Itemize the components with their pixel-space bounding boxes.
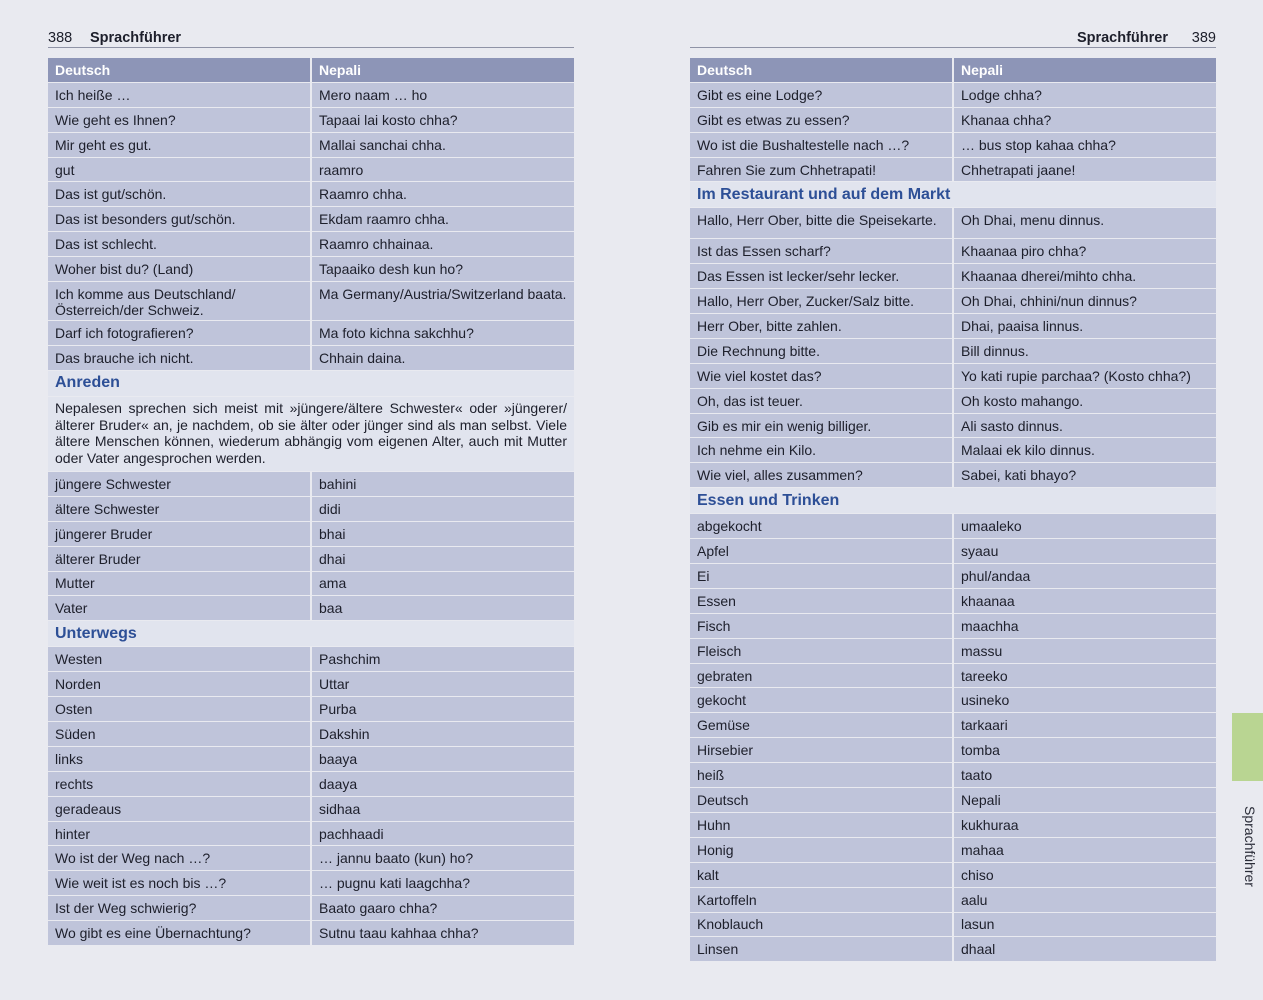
table-row xyxy=(690,713,1216,737)
page-header xyxy=(690,0,1216,48)
table-row xyxy=(690,208,1216,238)
table-row xyxy=(690,83,1216,107)
table-row xyxy=(690,414,1216,438)
table-row xyxy=(48,472,574,496)
nepali-phrase: daaya xyxy=(310,772,574,796)
table-row xyxy=(690,289,1216,313)
german-phrase: Fisch xyxy=(690,614,952,638)
german-phrase: Knoblauch xyxy=(690,913,952,937)
column-header-nepali: Nepali xyxy=(310,58,574,82)
nepali-phrase: Uttar xyxy=(310,672,574,696)
table-row xyxy=(690,389,1216,413)
nepali-phrase: umaaleko xyxy=(952,514,1216,538)
nepali-phrase: Ekdam raamro chha. xyxy=(310,207,574,231)
section-heading-row xyxy=(690,182,1216,207)
nepali-phrase: tareeko xyxy=(952,664,1216,688)
nepali-phrase: mahaa xyxy=(952,838,1216,862)
table-row xyxy=(690,763,1216,787)
german-phrase: Gibt es etwas zu essen? xyxy=(690,108,952,132)
german-phrase: Essen xyxy=(690,589,952,613)
nepali-phrase: kukhuraa xyxy=(952,813,1216,837)
nepali-phrase: bhai xyxy=(310,522,574,546)
german-phrase: Süden xyxy=(48,722,310,746)
nepali-phrase: Raamro chha. xyxy=(310,182,574,206)
table-row xyxy=(48,596,574,620)
table-row xyxy=(690,364,1216,388)
nepali-phrase: usineko xyxy=(952,688,1216,712)
nepali-phrase: maachha xyxy=(952,614,1216,638)
section-note: Nepalesen sprechen sich meist mit »jüngere/ältere Schwester« oder »jüngerer/älterer Bruder« an, je nachdem, ob sie älter oder jünger sind als man selbst. Viele ältere Menschen können, wiederum abhängig vom eigenen Alter, auch mit Mutter oder Vater angesprochen werden. xyxy=(48,397,574,471)
german-phrase: Gibt es eine Lodge? xyxy=(690,83,952,107)
section-heading: Essen und Trinken xyxy=(690,488,1216,513)
section-note-row xyxy=(48,397,574,471)
table-row xyxy=(48,158,574,182)
table-row xyxy=(48,747,574,771)
nepali-phrase: … pugnu kati laagchha? xyxy=(310,871,574,895)
german-phrase: Das ist gut/schön. xyxy=(48,182,310,206)
table-row xyxy=(48,207,574,231)
nepali-phrase: Malaai ek kilo dinnus. xyxy=(952,438,1216,462)
table-row xyxy=(690,688,1216,712)
german-phrase: heiß xyxy=(690,763,952,787)
table-row xyxy=(48,797,574,821)
nepali-phrase: pachhaadi xyxy=(310,822,574,846)
german-phrase: hinter xyxy=(48,822,310,846)
german-phrase: Ich heiße … xyxy=(48,83,310,107)
table-row xyxy=(48,921,574,945)
nepali-phrase: Pashchim xyxy=(310,647,574,671)
section-heading: Anreden xyxy=(48,371,574,396)
thumb-index-label: Sprachführer xyxy=(1242,806,1258,887)
table-row xyxy=(690,438,1216,462)
german-phrase: Herr Ober, bitte zahlen. xyxy=(690,314,952,338)
column-header-deutsch: Deutsch xyxy=(690,58,952,82)
german-phrase: Oh, das ist teuer. xyxy=(690,389,952,413)
german-phrase: Huhn xyxy=(690,813,952,837)
nepali-phrase: Raamro chhainaa. xyxy=(310,232,574,256)
table-row xyxy=(690,264,1216,288)
page-header xyxy=(48,0,574,48)
german-phrase: Ist das Essen scharf? xyxy=(690,239,952,263)
table-row xyxy=(690,639,1216,663)
page-number: 388 xyxy=(48,30,73,46)
nepali-phrase: chiso xyxy=(952,863,1216,887)
nepali-phrase: Mero naam … ho xyxy=(310,83,574,107)
german-phrase: Wie viel kostet das? xyxy=(690,364,952,388)
left-page xyxy=(48,0,574,942)
nepali-phrase: Chhetrapati jaane! xyxy=(952,158,1216,182)
german-phrase: Das ist schlecht. xyxy=(48,232,310,256)
nepali-phrase: bahini xyxy=(310,472,574,496)
section-heading-row xyxy=(48,621,574,646)
nepali-phrase: Ma Germany/Austria/Switzerland baata. xyxy=(310,282,574,320)
nepali-phrase: baaya xyxy=(310,747,574,771)
table-row xyxy=(48,497,574,521)
table-row xyxy=(690,664,1216,688)
german-phrase: Woher bist du? (Land) xyxy=(48,257,310,281)
nepali-phrase: didi xyxy=(310,497,574,521)
nepali-phrase: Oh kosto mahango. xyxy=(952,389,1216,413)
table-row xyxy=(48,282,574,320)
column-header-deutsch: Deutsch xyxy=(48,58,310,82)
table-row xyxy=(48,822,574,846)
german-phrase: rechts xyxy=(48,772,310,796)
nepali-phrase: lasun xyxy=(952,913,1216,937)
table-row xyxy=(690,339,1216,363)
table-row xyxy=(48,346,574,370)
thumb-index-tab xyxy=(1232,713,1263,781)
german-phrase: Das Essen ist lecker/sehr lecker. xyxy=(690,264,952,288)
nepali-phrase: baa xyxy=(310,596,574,620)
page-number: 389 xyxy=(1191,30,1216,46)
german-phrase: Wie viel, alles zusammen? xyxy=(690,463,952,487)
table-row xyxy=(690,589,1216,613)
nepali-phrase: Dhai, paaisa linnus. xyxy=(952,314,1216,338)
german-phrase: Das brauche ich nicht. xyxy=(48,346,310,370)
german-phrase: kalt xyxy=(690,863,952,887)
table-row xyxy=(48,846,574,870)
nepali-phrase: dhai xyxy=(310,547,574,571)
table-row xyxy=(690,937,1216,961)
nepali-phrase: khaanaa xyxy=(952,589,1216,613)
table-row xyxy=(690,863,1216,887)
nepali-phrase: raamro xyxy=(310,158,574,182)
table-row xyxy=(48,672,574,696)
table-row xyxy=(690,463,1216,487)
german-phrase: Wie geht es Ihnen? xyxy=(48,108,310,132)
nepali-phrase: syaau xyxy=(952,539,1216,563)
table-row xyxy=(690,539,1216,563)
nepali-phrase: Sutnu taau kahhaa chha? xyxy=(310,921,574,945)
table-row xyxy=(48,772,574,796)
german-phrase: Osten xyxy=(48,697,310,721)
german-phrase: abgekocht xyxy=(690,514,952,538)
nepali-phrase: Chhain daina. xyxy=(310,346,574,370)
german-phrase: Das ist besonders gut/schön. xyxy=(48,207,310,231)
table-row xyxy=(690,133,1216,157)
nepali-phrase: Ali sasto dinnus. xyxy=(952,414,1216,438)
nepali-phrase: tarkaari xyxy=(952,713,1216,737)
german-phrase: Deutsch xyxy=(690,788,952,812)
table-row xyxy=(690,564,1216,588)
german-phrase: Darf ich fotografieren? xyxy=(48,321,310,345)
german-phrase: Die Rechnung bitte. xyxy=(690,339,952,363)
table-row xyxy=(690,514,1216,538)
table-row xyxy=(48,547,574,571)
german-phrase: Hallo, Herr Ober, bitte die Speisekarte. xyxy=(690,208,952,238)
german-phrase: gebraten xyxy=(690,664,952,688)
nepali-phrase: ama xyxy=(310,572,574,596)
nepali-phrase: Baato gaaro chha? xyxy=(310,896,574,920)
german-phrase: Wie weit ist es noch bis …? xyxy=(48,871,310,895)
nepali-phrase: Sabei, kati bhayo? xyxy=(952,463,1216,487)
german-phrase: Wo ist der Weg nach …? xyxy=(48,846,310,870)
table-row xyxy=(690,838,1216,862)
running-title: Sprachführer xyxy=(90,30,182,46)
german-phrase: Apfel xyxy=(690,539,952,563)
german-phrase: Mir geht es gut. xyxy=(48,133,310,157)
nepali-phrase: dhaal xyxy=(952,937,1216,961)
section-heading: Unterwegs xyxy=(48,621,574,646)
nepali-phrase: Oh Dhai, chhini/nun dinnus? xyxy=(952,289,1216,313)
german-phrase: Vater xyxy=(48,596,310,620)
table-row xyxy=(48,108,574,132)
german-phrase: Norden xyxy=(48,672,310,696)
table-row xyxy=(690,108,1216,132)
nepali-phrase: massu xyxy=(952,639,1216,663)
german-phrase: Mutter xyxy=(48,572,310,596)
table-row xyxy=(48,133,574,157)
table-row xyxy=(48,572,574,596)
nepali-phrase: sidhaa xyxy=(310,797,574,821)
nepali-phrase: Yo kati rupie parchaa? (Kosto chha?) xyxy=(952,364,1216,388)
table-row xyxy=(48,321,574,345)
table-row xyxy=(48,722,574,746)
table-row xyxy=(690,888,1216,912)
german-phrase: gut xyxy=(48,158,310,182)
section-heading-row xyxy=(690,488,1216,513)
german-phrase: Ich komme aus Deutschland/Österreich/der Schweiz. xyxy=(48,282,310,320)
nepali-phrase: … jannu baato (kun) ho? xyxy=(310,846,574,870)
section-heading: Im Restaurant und auf dem Markt xyxy=(690,182,1216,207)
table-row xyxy=(48,896,574,920)
table-row xyxy=(48,522,574,546)
german-phrase: Fahren Sie zum Chhetrapati! xyxy=(690,158,952,182)
nepali-phrase: Purba xyxy=(310,697,574,721)
german-phrase: Ist der Weg schwierig? xyxy=(48,896,310,920)
table-row xyxy=(48,83,574,107)
nepali-phrase: Nepali xyxy=(952,788,1216,812)
german-phrase: Linsen xyxy=(690,937,952,961)
table-row xyxy=(48,257,574,281)
section-heading-row xyxy=(48,371,574,396)
table-row xyxy=(690,738,1216,762)
table-row xyxy=(48,871,574,895)
german-phrase: Westen xyxy=(48,647,310,671)
german-phrase: Gemüse xyxy=(690,713,952,737)
table-row xyxy=(48,182,574,206)
german-phrase: Ich nehme ein Kilo. xyxy=(690,438,952,462)
nepali-phrase: Khanaa chha? xyxy=(952,108,1216,132)
nepali-phrase: Mallai sanchai chha. xyxy=(310,133,574,157)
table-row xyxy=(48,697,574,721)
table-row xyxy=(690,813,1216,837)
german-phrase: Kartoffeln xyxy=(690,888,952,912)
nepali-phrase: Khaanaa dherei/mihto chha. xyxy=(952,264,1216,288)
nepali-phrase: Lodge chha? xyxy=(952,83,1216,107)
table-row xyxy=(690,614,1216,638)
running-title: Sprachführer xyxy=(1076,30,1168,46)
table-row xyxy=(48,232,574,256)
table-header-row xyxy=(690,58,1216,82)
german-phrase: jüngerer Bruder xyxy=(48,522,310,546)
german-phrase: links xyxy=(48,747,310,771)
nepali-phrase: Bill dinnus. xyxy=(952,339,1216,363)
table-row xyxy=(690,158,1216,182)
table-row xyxy=(690,913,1216,937)
german-phrase: älterer Bruder xyxy=(48,547,310,571)
german-phrase: Hirsebier xyxy=(690,738,952,762)
table-row xyxy=(48,647,574,671)
nepali-phrase: Oh Dhai, menu dinnus. xyxy=(952,208,1216,238)
nepali-phrase: Dakshin xyxy=(310,722,574,746)
phrase-table xyxy=(690,57,1216,962)
column-header-nepali: Nepali xyxy=(952,58,1216,82)
table-row xyxy=(690,788,1216,812)
table-header-row xyxy=(48,58,574,82)
nepali-phrase: taato xyxy=(952,763,1216,787)
german-phrase: Honig xyxy=(690,838,952,862)
right-page xyxy=(690,0,1216,958)
german-phrase: Fleisch xyxy=(690,639,952,663)
german-phrase: geradeaus xyxy=(48,797,310,821)
nepali-phrase: Khaanaa piro chha? xyxy=(952,239,1216,263)
phrase-table xyxy=(48,57,574,946)
german-phrase: Gib es mir ein wenig billiger. xyxy=(690,414,952,438)
german-phrase: gekocht xyxy=(690,688,952,712)
nepali-phrase: aalu xyxy=(952,888,1216,912)
german-phrase: Hallo, Herr Ober, Zucker/Salz bitte. xyxy=(690,289,952,313)
german-phrase: Wo ist die Bushaltestelle nach …? xyxy=(690,133,952,157)
table-row xyxy=(690,239,1216,263)
german-phrase: ältere Schwester xyxy=(48,497,310,521)
nepali-phrase: phul/andaa xyxy=(952,564,1216,588)
german-phrase: Wo gibt es eine Übernachtung? xyxy=(48,921,310,945)
german-phrase: jüngere Schwester xyxy=(48,472,310,496)
nepali-phrase: Tapaai lai kosto chha? xyxy=(310,108,574,132)
nepali-phrase: tomba xyxy=(952,738,1216,762)
table-row xyxy=(690,314,1216,338)
nepali-phrase: … bus stop kahaa chha? xyxy=(952,133,1216,157)
nepali-phrase: Ma foto kichna sakchhu? xyxy=(310,321,574,345)
nepali-phrase: Tapaaiko desh kun ho? xyxy=(310,257,574,281)
german-phrase: Ei xyxy=(690,564,952,588)
